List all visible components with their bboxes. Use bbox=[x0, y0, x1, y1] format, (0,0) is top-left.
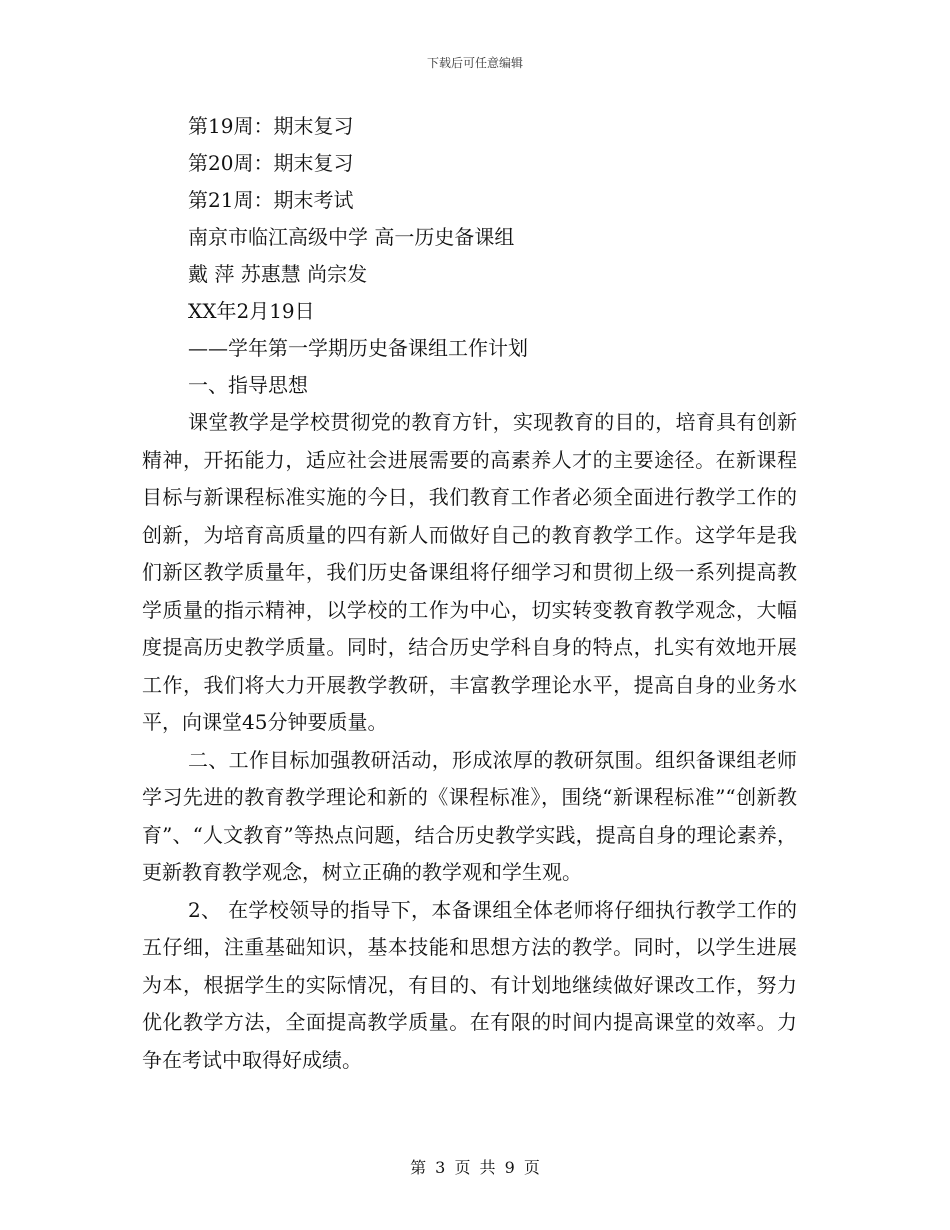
paragraph-item-2: 2、 在学校领导的指导下，本备课组全体老师将仔细执行教学工作的五仔细，注重基础知识，基本技能和思想方法的教学。同时，以学生进展为本，根据学生的实际情况，有目的、有计划地继续做好课改工作，努力优化教学方法，全面提高教学质量。在有限的时间内提高课堂的效率。力争在考试中取得好成绩。 bbox=[142, 897, 797, 1072]
schedule-week-21: 第21周：期末考试 bbox=[188, 188, 354, 212]
school-group-name: 南京市临江高级中学 高一历史备课组 bbox=[188, 225, 515, 249]
document-date: XX年2月19日 bbox=[188, 299, 315, 323]
paragraph-work-goals: 二、工作目标加强教研活动，形成浓厚的教研氛围。组织备课组老师学习先进的教育教学理论和新的《课程标准》，围绕“新课程标准”“创新教育”、“人文教育”等热点问题，结合历史教学实践，提高自身的理论素养，更新教育教学观念，树立正确的教学观和学生观。 bbox=[142, 747, 797, 884]
page-header: 下载后可任意编辑 bbox=[426, 56, 523, 70]
schedule-week-20: 第20周：期末复习 bbox=[188, 151, 354, 175]
plan-title: ——学年第一学期历史备课组工作计划 bbox=[188, 336, 528, 360]
page-footer: 第 3 页 共 9 页 bbox=[410, 1158, 540, 1177]
paragraph-guiding-thought: 课堂教学是学校贯彻党的教育方针，实现教育的目的，培育具有创新精神，开拓能力，适应社会进展需要的高素养人才的主要途径。在新课程目标与新课程标准实施的今日，我们教育工作者必须全面进行教学工作的创新，为培育高质量的四有新人而做好自己的教育教学工作。这学年是我们新区教学质量年，我们历史备课组将仔细学习和贯彻上级一系列提高教学质量的指示精神，以学校的工作为中心，切实转变教育教学观念，大幅度提高历史教学质量。同时，结合历史学科自身的特点，扎实有效地开展工作，我们将大力开展教学教研，丰富教学理论水平，提高自身的业务水平，向课堂45分钟要质量。 bbox=[142, 410, 797, 734]
document-body bbox=[142, 108, 797, 1079]
author-names: 戴 萍 苏惠慧 尚宗发 bbox=[188, 262, 368, 286]
schedule-week-19: 第19周：期末复习 bbox=[188, 114, 354, 138]
section-heading-guiding-thought: 一、指导思想 bbox=[188, 373, 308, 397]
